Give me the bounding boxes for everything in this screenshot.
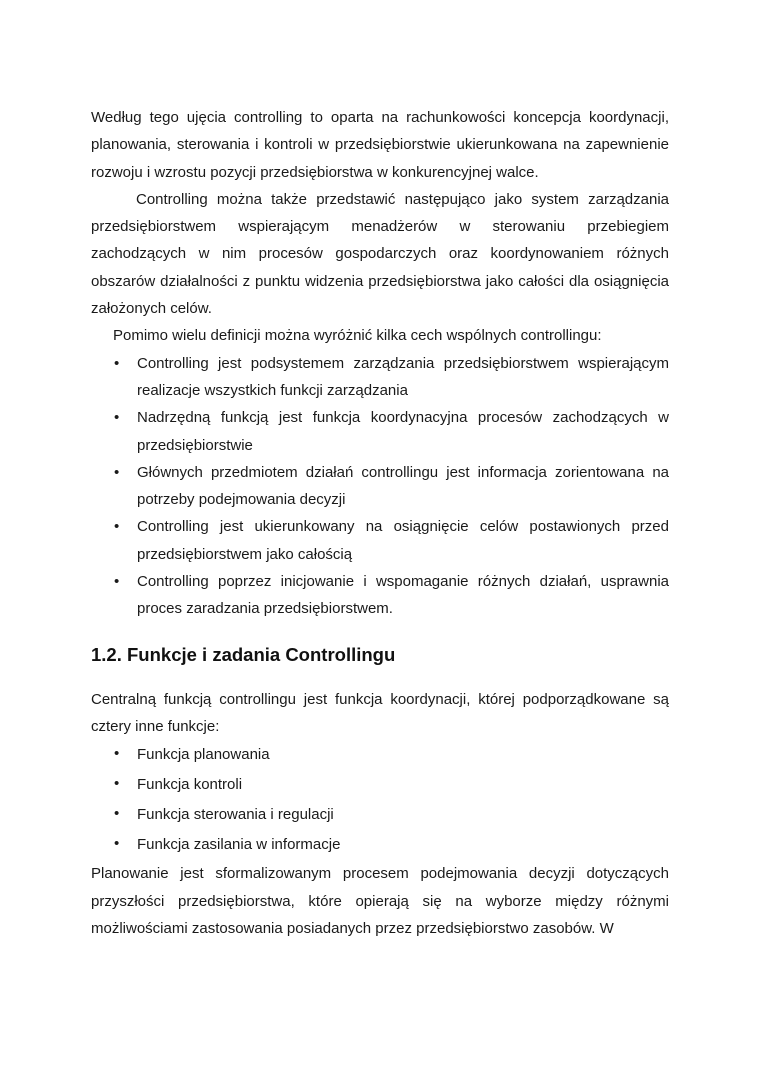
paragraph-controlling-definition: Według tego ujęcia controlling to oparta na rachunkowości koncepcja koordynacji, planowania, sterowania i kontroli w przedsiębiorstwie ukierunkowana na zapewnienie rozwoju i wzrostu pozycji przedsiębiorstwa w konkurencyjnej walce. bbox=[91, 109, 669, 181]
paragraph-common-features-intro: Pomimo wielu definicji można wyróżnić kilka cech wspólnych controllingu: bbox=[113, 327, 602, 345]
paragraph-controlling-system: Controlling można także przedstawić następująco jako system zarządzania przedsiębiorstwem wspierającym menadżerów w sterowaniu przebiegiem zachodzących w nim procesów gospodarczych oraz koordynowaniem różnych obszarów działalności z punktu widzenia przedsiębiorstwa jako całości dla osiągnięcia założonych celów. bbox=[91, 190, 669, 318]
list-item: • Funkcja sterowania i regulacji bbox=[91, 800, 669, 830]
list-item: • Controlling jest ukierunkowany na osiągnięcie celów postawionych przed przedsiębiorstwem jako całością bbox=[91, 513, 669, 568]
list-item: • Controlling jest podsystemem zarządzania przedsiębiorstwem wspierającym realizacje wszystkich funkcji zarządzania bbox=[91, 350, 669, 405]
section-heading: 1.2. Funkcje i zadania Controllingu bbox=[91, 643, 396, 665]
paragraph-central-function: Centralną funkcją controllingu jest funkcja koordynacji, której podporządkowane są cztery inne funkcje: bbox=[91, 690, 669, 735]
features-list bbox=[91, 350, 669, 623]
list-item: • Nadrzędną funkcją jest funkcja koordynacyjna procesów zachodzących w przedsiębiorstwie bbox=[91, 404, 669, 459]
document-page bbox=[91, 104, 669, 942]
list-item: • Funkcja planowania bbox=[91, 740, 669, 770]
functions-list bbox=[91, 740, 669, 860]
paragraph-planning: Planowanie jest sformalizowanym procesem podejmowania decyzji dotyczących przyszłości przedsiębiorstwa, które opierają się na wyborze między różnymi możliwościami zastosowania posiadanych przez przedsiębiorstwo zasobów. W bbox=[91, 865, 669, 937]
list-item: • Głównych przedmiotem działań controllingu jest informacja zorientowana na potrzeby podejmowania decyzji bbox=[91, 459, 669, 514]
list-item: • Funkcja kontroli bbox=[91, 770, 669, 800]
list-item: • Controlling poprzez inicjowanie i wspomaganie różnych działań, usprawnia proces zaradzania przedsiębiorstwem. bbox=[91, 568, 669, 623]
list-item: • Funkcja zasilania w informacje bbox=[91, 830, 669, 860]
